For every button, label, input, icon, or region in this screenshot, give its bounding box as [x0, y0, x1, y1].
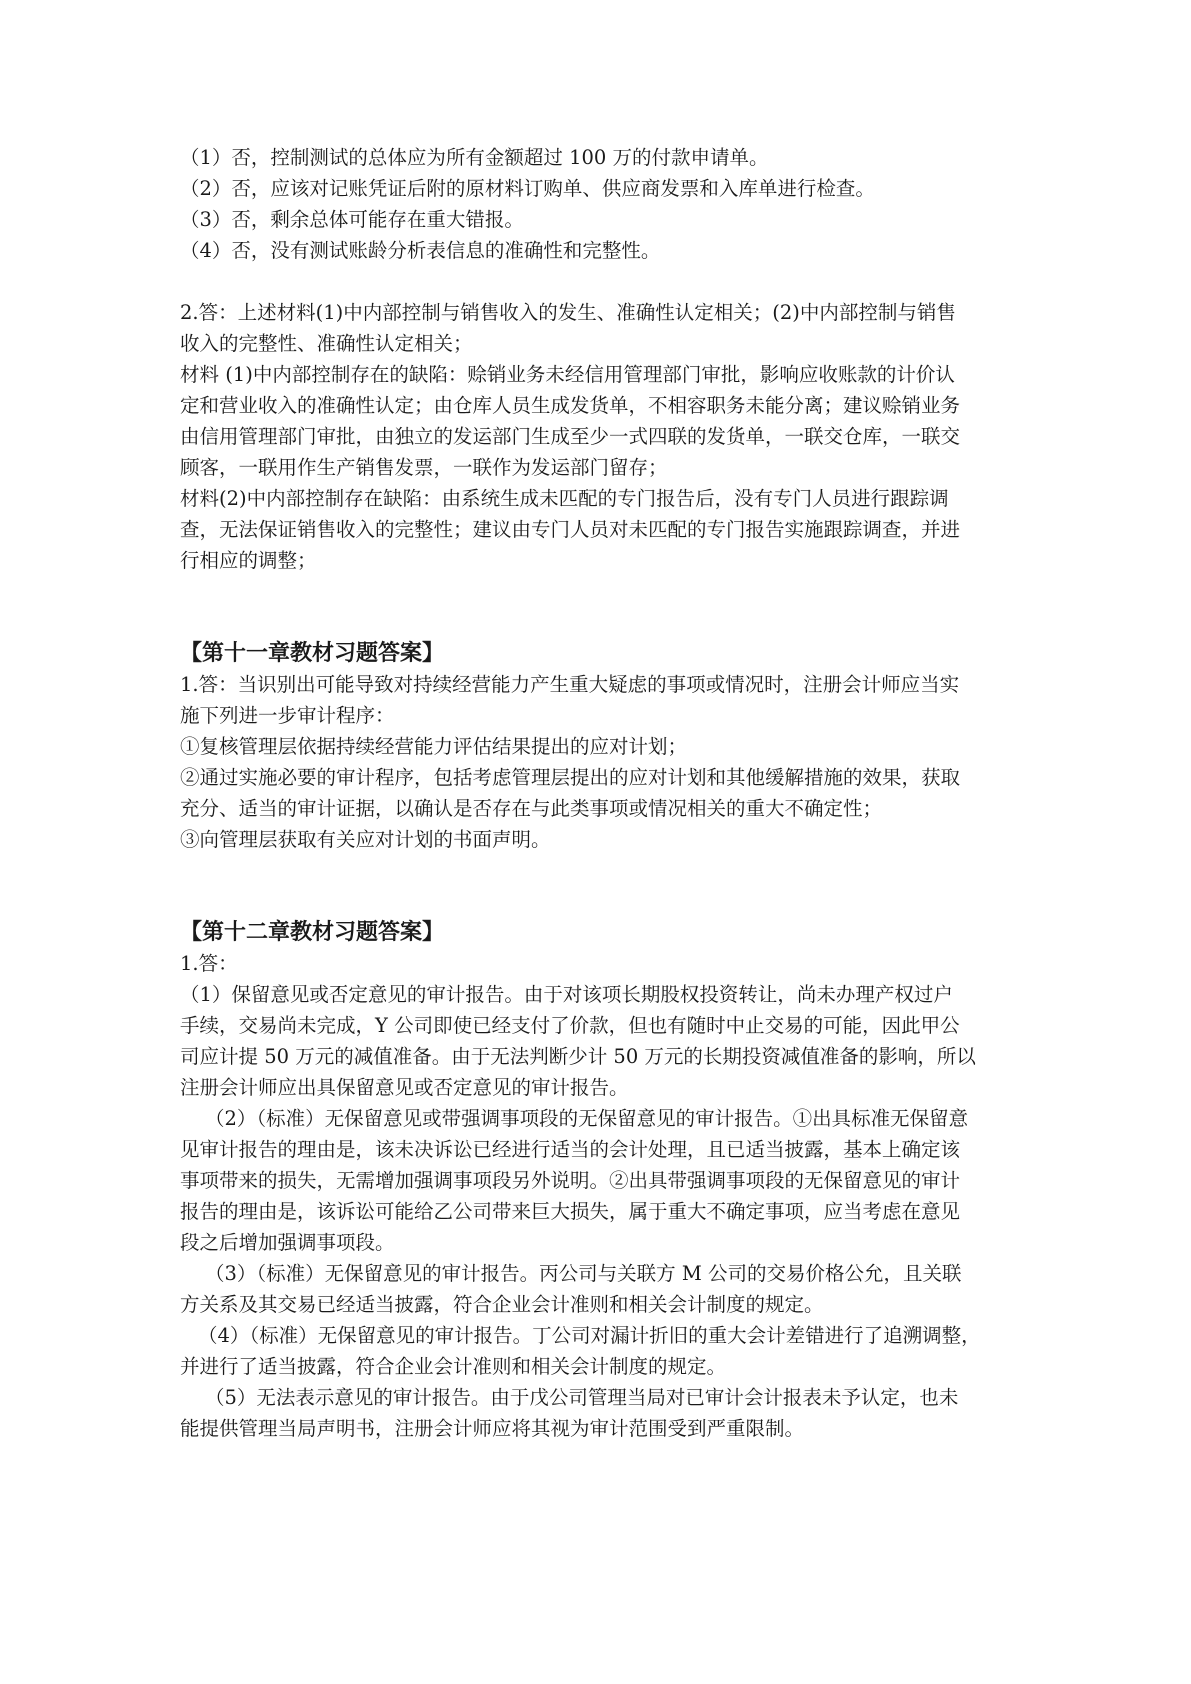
paragraph-line: 收入的完整性、准确性认定相关；	[180, 332, 473, 355]
paragraph-line: 手续，交易尚未完成，Y 公司即使已经支付了价款，但也有随时中止交易的可能，因此甲公	[180, 1014, 960, 1037]
paragraph-line: 充分、适当的审计证据，以确认是否存在与此类事项或情况相关的重大不确定性；	[180, 797, 883, 820]
answer-item: （4）否，没有测试账龄分析表信息的准确性和完整性。	[180, 239, 661, 262]
paragraph-line: 由信用管理部门审批，由独立的发运部门生成至少一式四联的发货单，一联交仓库，一联交	[180, 425, 961, 448]
paragraph-line: 段之后增加强调事项段。	[180, 1231, 395, 1254]
answer-2-block	[180, 297, 1020, 576]
answer-item: （1）否，控制测试的总体应为所有金额超过 100 万的付款申请单。	[180, 146, 769, 169]
answer-list-1	[180, 142, 1020, 266]
paragraph-line: ③向管理层获取有关应对计划的书面声明。	[180, 828, 551, 851]
paragraph-line: 定和营业收入的准确性认定；由仓库人员生成发货单，不相容职务未能分离；建议赊销业务	[180, 394, 961, 417]
paragraph-line: 材料 (1)中内部控制存在的缺陷：赊销业务未经信用管理部门审批，影响应收账款的计价认	[180, 363, 955, 386]
chapter-12-heading: 【第十二章教材习题答案】	[180, 919, 445, 945]
paragraph-line: 司应计提 50 万元的减值准备。由于无法判断少计 50 万元的长期投资减值准备的影响，所以	[180, 1045, 976, 1068]
answer-item: （3）否，剩余总体可能存在重大错报。	[180, 208, 524, 231]
paragraph-line: 并进行了适当披露，符合企业会计准则和相关会计制度的规定。	[180, 1355, 727, 1378]
paragraph-line: ①复核管理层依据持续经营能力评估结果提出的应对计划；	[180, 735, 688, 758]
answer-item: （2）否，应该对记账凭证后附的原材料订购单、供应商发票和入库单进行检查。	[180, 177, 875, 200]
paragraph-line: （5）无法表示意见的审计报告。由于戊公司管理当局对已审计会计报表未予认定，也未	[205, 1386, 959, 1409]
paragraph-line: 2.答：上述材料(1)中内部控制与销售收入的发生、准确性认定相关；(2)中内部控制与销售	[180, 301, 956, 324]
answer-intro: 1.答：	[180, 952, 238, 975]
chapter-11-heading: 【第十一章教材习题答案】	[180, 640, 445, 666]
paragraph-line: （2）（标准）无保留意见或带强调事项段的无保留意见的审计报告。①出具标准无保留意	[205, 1107, 969, 1130]
paragraph-line: ②通过实施必要的审计程序，包括考虑管理层提出的应对计划和其他缓解措施的效果，获取	[180, 766, 961, 789]
paragraph-line: （1）保留意见或否定意见的审计报告。由于对该项长期股权投资转让，尚未办理产权过户	[180, 983, 953, 1006]
paragraph-line: 顾客，一联用作生产销售发票，一联作为发运部门留存；	[180, 456, 668, 479]
paragraph-line: 施下列进一步审计程序：	[180, 704, 395, 727]
paragraph-line: 查，无法保证销售收入的完整性；建议由专门人员对未匹配的专门报告实施跟踪调查，并进	[180, 518, 961, 541]
paragraph-line: 注册会计师应出具保留意见或否定意见的审计报告。	[180, 1076, 629, 1099]
chapter-11-answer	[180, 669, 1020, 855]
paragraph-line: 行相应的调整；	[180, 549, 317, 572]
paragraph-line: （3）（标准）无保留意见的审计报告。丙公司与关联方 M 公司的交易价格公允，且关联	[205, 1262, 962, 1285]
paragraph-line: 1.答：当识别出可能导致对持续经营能力产生重大疑虑的事项或情况时，注册会计师应当实	[180, 673, 960, 696]
paragraph-line: 见审计报告的理由是，该未决诉讼已经进行适当的会计处理，且已适当披露，基本上确定该	[180, 1138, 961, 1161]
paragraph-line: 事项带来的损失，无需增加强调事项段另外说明。②出具带强调事项段的无保留意见的审计	[180, 1169, 961, 1192]
paragraph-line: （4）（标准）无保留意见的审计报告。丁公司对漏计折旧的重大会计差错进行了追溯调整，	[198, 1324, 981, 1347]
paragraph-line: 材料(2)中内部控制存在缺陷：由系统生成未匹配的专门报告后，没有专门人员进行跟踪调	[180, 487, 949, 510]
document-content	[180, 142, 1020, 1444]
paragraph-line: 报告的理由是，该诉讼可能给乙公司带来巨大损失，属于重大不确定事项，应当考虑在意见	[180, 1200, 961, 1223]
paragraph-line: 方关系及其交易已经适当披露，符合企业会计准则和相关会计制度的规定。	[180, 1293, 824, 1316]
paragraph-line: 能提供管理当局声明书，注册会计师应将其视为审计范围受到严重限制。	[180, 1417, 805, 1440]
chapter-12-answer	[180, 948, 1020, 1444]
